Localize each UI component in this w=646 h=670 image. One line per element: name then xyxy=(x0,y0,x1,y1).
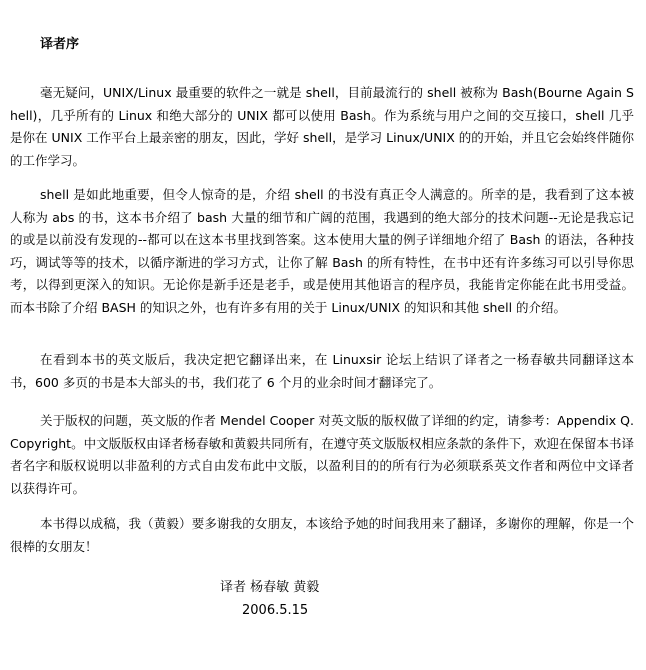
translator-signature: 译者 杨春敏 黄毅 xyxy=(220,580,320,595)
paragraph-about-book: shell 是如此地重要，但令人惊奇的是，介绍 shell 的书没有真正令人满意的。所幸的是，我看到了这本被人称为 abs 的书，这本书介绍了 bash 大量的细节和广阔的范围，我遇到的绝大部分的技术问题--无论是我忘记的或是以前没有发现的--都可以在这本书里找到答案。这本使用大量的例子详细地介绍了 Bash 的语法，各种技巧，调试等等的技术，以循序渐进的学习方式，让你了解 Bash 的所有特性，在书中还有许多练习可以引导你思考，以得到更深入的知识。无论你是新手还是老手，或是使用其他语言的程序员，我能肯定你能在此书用受益。而本书除了介绍 BASH 的知识之外，也有许多有用的关于 Linux/UNIX 的知识和其他 shell 的介绍。 xyxy=(10,187,634,315)
translator-preface-page xyxy=(10,0,636,670)
paragraph-copyright: 关于版权的问题，英文版的作者 Mendel Cooper 对英文版的版权做了详细的约定，请参考：Appendix Q. Copyright。中文版版权由译者杨春敏和黄毅共同所有，在遵守英文版版权相应条款的条件下，欢迎在保留本书译者名字和版权说明以非盈利的方式自由发布此中文版，以盈利目的的所有行为必须联系英文作者和两位中文译者以获得许可。 xyxy=(10,413,634,496)
preface-date: 2006.5.15 xyxy=(242,603,309,618)
paragraph-intro: 毫无疑问，UNIX/Linux 最重要的软件之一就是 shell，目前最流行的 shell 被称为 Bash(Bourne Again Shell)，几乎所有的 Linux 和绝大部分的 UNIX 都可以使用 Bash。作为系统与用户之间的交互接口，shell 几乎是你在 UNIX 工作平台上最亲密的朋友，因此，学好 shell，是学习 Linux/UNIX 的的开始，并且它会始终伴随你的工作学习。 xyxy=(10,85,634,168)
paragraph-acknowledgement: 本书得以成稿，我（黄毅）要多谢我的女朋友，本该给予她的时间我用来了翻译，多谢你的理解，你是一个很棒的女朋友！ xyxy=(10,516,634,554)
page-title: 译者序 xyxy=(40,37,80,52)
paragraph-translation-story: 在看到本书的英文版后，我决定把它翻译出来，在 Linuxsir 论坛上结识了译者之一杨春敏共同翻译这本书，600 多页的书是本大部头的书，我们花了 6 个月的业余时间才翻译完了。 xyxy=(10,352,634,390)
